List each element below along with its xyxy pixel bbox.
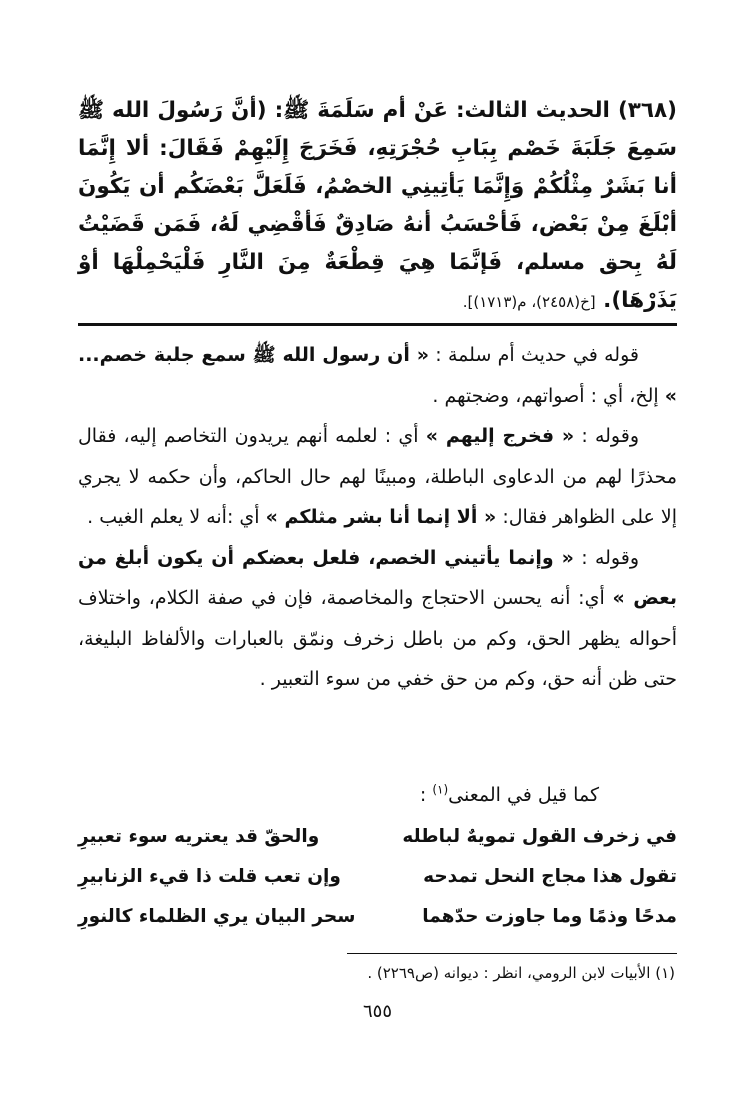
poem-intro: كما قيل في المعنى$^{(١)}$ :: [419, 782, 599, 806]
poem-verse: [78, 897, 677, 937]
verse-first-hemistich: تقول هذا مجاج النحل تمدحه: [423, 866, 677, 887]
poem: [78, 817, 677, 937]
hadith-body: (٣٦٨) الحديث الثالث: عَنْ أم سَلَمَةَ ﷺ: (أنَّ رَسُولَ الله ﷺ سَمِعَ جَلَبَةَ خَصْم بِبَابِ حُجْرَتِهِ، فَخَرَجَ إِلَيْهِمْ فَقَالَ: ألا إِنَّمَا أنا بَشَرٌ مِثْلُكُمْ وَإِنَّمَا يَأتِينِي الخصْمُ، فَلَعَلَّ بَعْضَكُم أن يَكُونَ أبْلَغَ مِنْ بَعْض، فَأحْسَبُ أنهُ صَادِقٌ فَأقْضِي لَهُ، فَمَن قَضَيْتُ لَهُ بِحق مسلم، فَإنَّمَا هِيَ قِطْعَةٌ مِنَ النَّارِ فَلْيَحْمِلْهَا أوْ يَذَرْهَا).: [78, 98, 677, 313]
verse-second-hemistich: وإن تعب قلت ذا قيء الزنابيرِ: [78, 866, 341, 887]
verse-second-hemistich: سحر البيان يري الظلماء كالنورِ: [78, 906, 356, 927]
hadith-text: [78, 92, 677, 321]
quoted-phrase: « فخرج إليهم »: [425, 425, 575, 447]
verse-second-hemistich: والحقّ قد يعتريه سوء تعبيرِ: [78, 826, 320, 847]
commentary-paragraph-2: وقوله : « فخرج إليهم » أي : لعلمه أنهم يريدون التخاصم إليه، فقال محذرًا لهم من الدعاوى الباطلة، ومبينًا لهم حال الحاكم، وأن حكمه لا يجري إلا على الظواهر فقال: « ألا إنما أنا بشر مثلكم » أي :أنه لا يعلم الغيب .: [78, 425, 677, 528]
page-number: ٦٥٥: [362, 1001, 392, 1022]
verse-first-hemistich: مدحًا وذمًا وما جاوزت حدّهما: [422, 906, 677, 927]
footnote: (١) الأبيات لابن الرومي، انظر : ديوانه (ص٢٢٦٩) .: [367, 964, 675, 982]
poem-verse: [78, 857, 677, 897]
verse-first-hemistich: في زخرف القول تمويهٌ لباطله: [402, 826, 677, 847]
commentary-paragraph-1: قوله في حديث أم سلمة : « أن رسول الله ﷺ سمع جلبة خصم... » إلخ، أي : أصواتهم، وضجتهم .: [78, 344, 677, 407]
footnote-marker[interactable]: (١): [432, 782, 449, 797]
commentary-paragraph-3: وقوله : « وإنما يأتيني الخصم، فلعل بعضكم أن يكون أبلغ من بعض » أي: أنه يحسن الاحتجاج والمخاصمة، فإن في صفة الكلام، واختلاف أحواله يظهر الحق، وكم من باطل زخرف ونمّق بالعبارات والألفاظ البليغة، حتى ظن أنه حق، وكم من حق خفي من سوء التعبير .: [78, 546, 677, 690]
main-divider: [78, 323, 677, 326]
poem-verse: [78, 817, 677, 857]
quoted-phrase: « وإنما يأتيني الخصم، فلعل بعضكم أن يكون أبلغ من بعض »: [78, 546, 677, 609]
footnote-divider: [347, 953, 677, 954]
quoted-phrase: « ألا إنما أنا بشر مثلكم »: [265, 506, 497, 528]
quoted-phrase: « أن رسول الله ﷺ سمع جلبة خصم... »: [78, 344, 677, 407]
commentary: [78, 335, 677, 700]
hadith-reference: [خ(٢٤٥٨)، م(١٧١٣)].: [462, 293, 596, 311]
